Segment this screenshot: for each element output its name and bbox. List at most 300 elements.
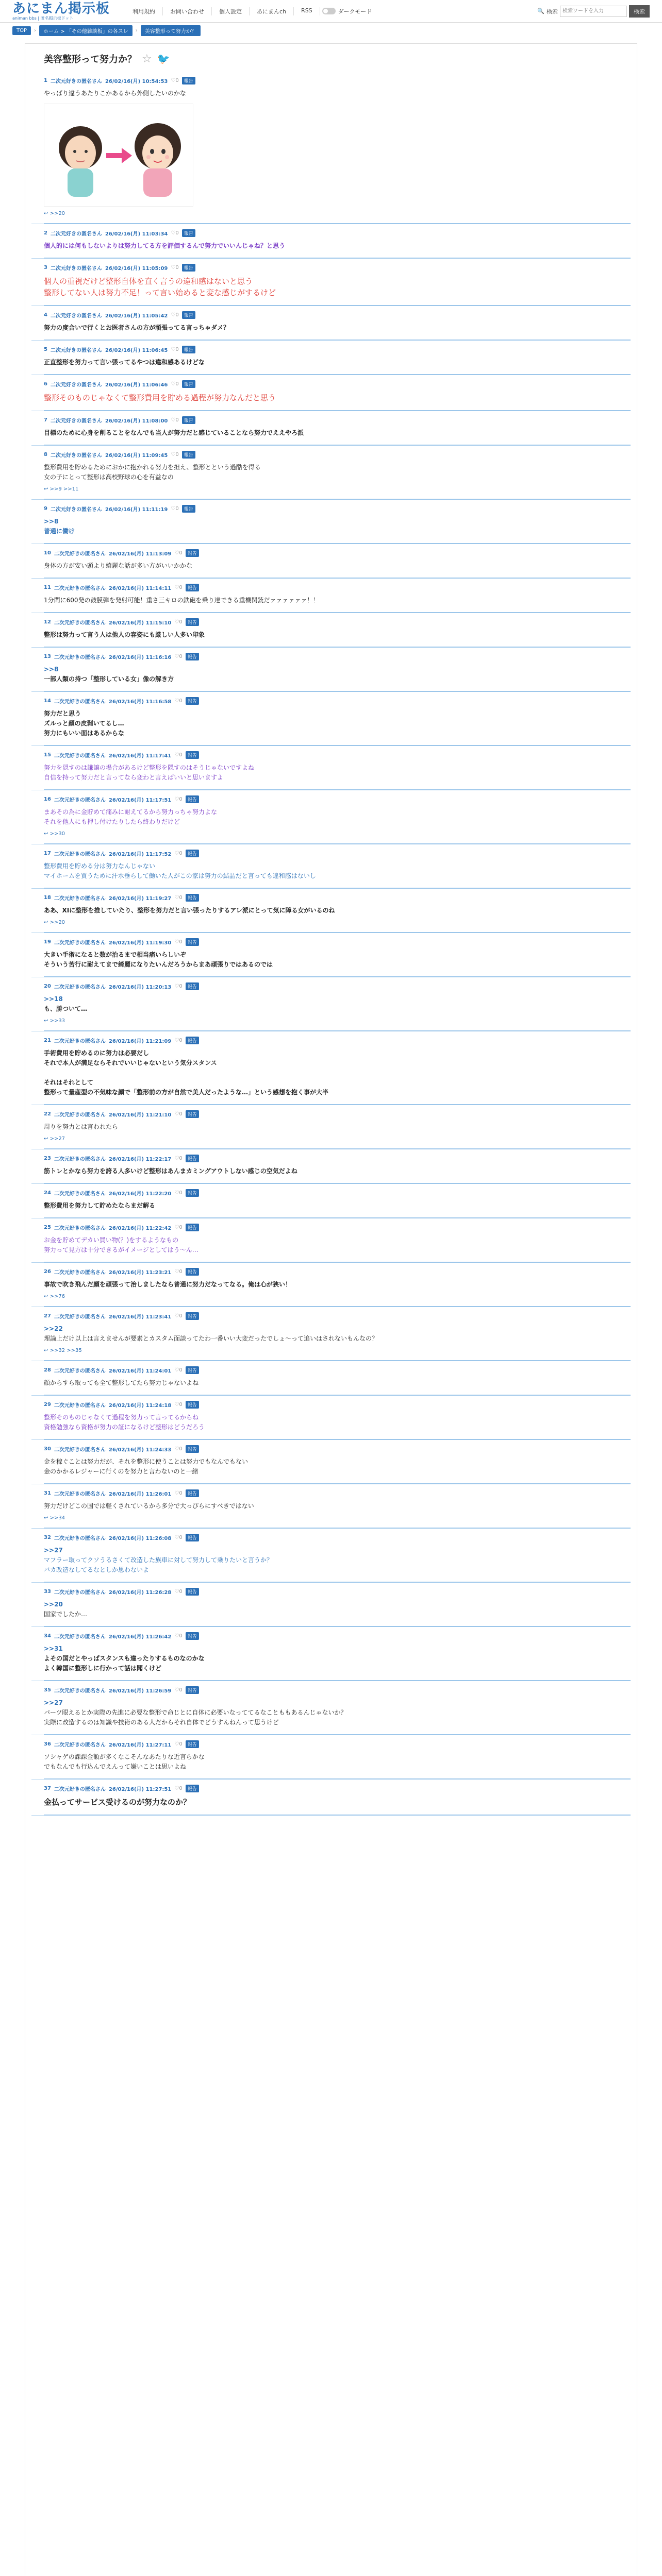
like-button[interactable] [174, 895, 182, 901]
reply-links[interactable] [44, 920, 624, 925]
post-header [44, 751, 624, 759]
report-button[interactable]: 報告 [186, 1445, 199, 1453]
heart-icon: ♡ [174, 796, 179, 802]
post-line: 大きい手術になると数が治るまで相当痛いらしいぞ [44, 951, 187, 958]
post-number[interactable]: 18 [44, 895, 51, 901]
report-button[interactable]: 報告 [186, 1489, 199, 1497]
quote-link[interactable]: >>8 [44, 666, 59, 673]
site-logo[interactable] [12, 2, 110, 21]
post-body [44, 994, 624, 1014]
reply-links[interactable] [44, 1136, 624, 1142]
post [31, 1529, 631, 1583]
post-number[interactable]: 30 [44, 1446, 51, 1452]
like-button[interactable] [174, 1156, 182, 1161]
post-number[interactable]: 17 [44, 851, 51, 856]
post-line: よその国だとやっぱスタンスも違ったりするものなのかな [44, 1655, 205, 1662]
post-line: お金を貯めてデカい買い物(？)をするようなもの [44, 1236, 179, 1244]
like-count: 0 [179, 1446, 183, 1452]
post-author: 二次元好きの匿名さん [54, 1688, 106, 1694]
post-line: 周りを努力とは言われたら [44, 1123, 119, 1130]
post-body [44, 1644, 624, 1673]
post-body [44, 323, 624, 333]
post-number[interactable]: 3 [44, 265, 47, 270]
post-line: 一部人類の持つ「整形している女」像の解き方 [44, 675, 174, 683]
like-count: 0 [179, 1156, 183, 1161]
reply-link[interactable]: >>34 [49, 1515, 65, 1521]
logo-sub: animan bbs | 匿名掲示板ドット [12, 15, 74, 21]
dark-mode-switch[interactable] [322, 7, 372, 15]
report-button[interactable]: 報告 [182, 380, 195, 388]
quote-link[interactable]: >>27 [44, 1547, 63, 1554]
quote-link[interactable]: >>22 [44, 1325, 63, 1332]
report-button[interactable]: 報告 [182, 416, 195, 424]
report-button[interactable]: 報告 [186, 1224, 199, 1231]
report-button[interactable]: 報告 [182, 311, 195, 319]
reply-icon: ↩ [44, 1136, 50, 1142]
like-count: 0 [179, 1402, 183, 1408]
post-author: 二次元好きの匿名さん [54, 1492, 106, 1497]
post-author: 二次元好きの匿名さん [54, 896, 106, 902]
search-input[interactable] [560, 6, 627, 17]
like-button[interactable] [174, 1225, 182, 1230]
report-button[interactable]: 報告 [186, 1686, 199, 1694]
reply-links[interactable] [44, 1294, 624, 1299]
reply-icon: ↩ [44, 211, 50, 216]
post-header [44, 982, 624, 990]
like-button[interactable] [174, 1190, 182, 1196]
like-button[interactable] [174, 1402, 182, 1408]
post-number[interactable]: 11 [44, 585, 51, 590]
quote-link[interactable]: >>8 [44, 518, 59, 525]
like-count: 0 [179, 1687, 183, 1693]
quote-link[interactable]: >>18 [44, 995, 63, 1003]
post [31, 1149, 631, 1184]
post-line: 身体の方が安い頭より綺麗な話が多い方がいいかかな [44, 562, 193, 569]
like-count: 0 [179, 619, 183, 625]
like-button[interactable] [174, 1038, 182, 1043]
post [31, 1440, 631, 1484]
post-header [44, 618, 624, 626]
like-button[interactable] [174, 550, 182, 556]
report-button[interactable]: 報告 [186, 938, 199, 946]
post-author: 二次元好きの匿名さん [54, 985, 106, 990]
like-button[interactable] [174, 1446, 182, 1452]
like-button[interactable] [174, 619, 182, 625]
report-button[interactable]: 報告 [186, 618, 199, 626]
post [31, 411, 631, 446]
nav-contact[interactable]: お問い合わせ [163, 7, 212, 15]
like-button[interactable] [171, 265, 178, 270]
thread-title-row [31, 44, 631, 72]
post-number[interactable]: 33 [44, 1589, 51, 1595]
post [31, 579, 631, 613]
report-button[interactable]: 報告 [186, 584, 199, 591]
post-number[interactable]: 16 [44, 796, 51, 802]
report-button[interactable]: 報告 [186, 1588, 199, 1596]
post-header [44, 1037, 624, 1044]
post-number[interactable]: 25 [44, 1225, 51, 1230]
nav-rss[interactable]: RSS [294, 7, 320, 15]
post-line: でもなんでも行込んでえんって嫌いことは思いよね [44, 1763, 187, 1770]
post-number[interactable]: 2 [44, 230, 47, 236]
report-button[interactable]: 報告 [186, 850, 199, 857]
report-button[interactable]: 報告 [186, 653, 199, 660]
post-date: 26/02/16(月) 11:26:01 [108, 1492, 172, 1497]
like-button[interactable] [174, 796, 182, 802]
post-number[interactable]: 4 [44, 312, 47, 318]
nav-terms[interactable]: 利用規約 [125, 7, 163, 15]
report-button[interactable]: 報告 [186, 1189, 199, 1197]
post-line: 整形してない人は努力不足！って言い始めると変な感じがするけど [44, 288, 276, 297]
post-number[interactable]: 8 [44, 452, 47, 457]
heart-icon: ♡ [174, 550, 179, 556]
post-date: 26/02/16(月) 11:26:08 [108, 1536, 172, 1541]
post-line: 金払ってサービス受けるのが努力なのか？ [44, 1798, 191, 1807]
post-line: 1分間に600発の鼓膜弾を発射可能！重さ三キロの鉄砲を乗り達できる重機関銃だァァァァァァ！！ [44, 597, 320, 604]
post-body [44, 1413, 624, 1432]
reply-icon: ↩ [44, 1294, 50, 1299]
post-body [44, 630, 624, 640]
post-author: 二次元好きの匿名さん [54, 551, 106, 557]
post-number[interactable]: 13 [44, 654, 51, 659]
heart-icon: ♡ [171, 417, 176, 423]
post-number[interactable]: 36 [44, 1741, 51, 1747]
post-number[interactable]: 24 [44, 1190, 51, 1196]
thread-container [25, 43, 637, 2576]
post-body [44, 1201, 624, 1211]
like-button[interactable] [171, 417, 178, 423]
heart-icon: ♡ [174, 984, 179, 989]
quote-link[interactable]: >>31 [44, 1645, 63, 1652]
post-body [44, 1235, 624, 1255]
heart-icon: ♡ [174, 1269, 179, 1275]
like-button[interactable] [174, 698, 182, 704]
report-button[interactable]: 報告 [186, 751, 199, 759]
heart-icon: ♡ [174, 851, 179, 856]
toggle-icon[interactable] [322, 8, 336, 14]
like-button[interactable] [174, 654, 182, 659]
thread-title: 美容整形って努力か？ [44, 54, 137, 65]
post-line: 資格勉強なら資格が努力の証になるけど整形はどうだろう [44, 1423, 205, 1431]
post-body [44, 950, 624, 970]
post-header [44, 346, 624, 353]
report-button[interactable]: 報告 [186, 982, 199, 990]
heart-icon: ♡ [171, 381, 176, 387]
post-body [44, 1378, 624, 1388]
nav-settings[interactable]: 個人設定 [212, 7, 250, 15]
like-button[interactable] [171, 347, 178, 352]
like-count: 0 [179, 1190, 183, 1196]
reply-links[interactable] [44, 1348, 624, 1353]
like-count: 0 [179, 1535, 183, 1540]
post-body [44, 1324, 624, 1344]
nav-animanch[interactable]: あにまんch [250, 7, 294, 15]
reply-link[interactable]: >>20 [49, 920, 65, 925]
quote-link[interactable]: >>27 [44, 1699, 63, 1706]
like-button[interactable] [174, 1269, 182, 1275]
post-header [44, 1534, 624, 1541]
post [31, 72, 631, 224]
favorite-star-icon[interactable]: ☆ [142, 52, 152, 65]
post-header [44, 1632, 624, 1640]
post-line: 整形そのものじゃなくて整形費用を貯める過程が努力なんだと思う [44, 393, 276, 402]
report-button[interactable]: 報告 [182, 77, 195, 84]
post-date: 26/02/16(月) 11:05:09 [105, 266, 168, 272]
reply-link[interactable]: >>32 >>35 [49, 1348, 82, 1353]
heart-icon: ♡ [174, 939, 179, 945]
post-number[interactable]: 14 [44, 698, 51, 704]
post-number[interactable]: 22 [44, 1111, 51, 1117]
like-button[interactable] [171, 312, 178, 318]
reply-icon: ↩ [44, 1348, 50, 1353]
like-button[interactable] [171, 506, 178, 512]
like-button[interactable] [174, 939, 182, 945]
heart-icon: ♡ [174, 1156, 179, 1161]
report-button[interactable]: 報告 [182, 505, 195, 513]
post-body [44, 861, 624, 881]
reply-link[interactable]: >>30 [49, 831, 65, 837]
post-header [44, 77, 624, 84]
post-number[interactable]: 34 [44, 1633, 51, 1639]
post-body [44, 1166, 624, 1176]
post [31, 224, 631, 259]
post-date: 26/02/16(月) 11:13:09 [108, 551, 172, 557]
search-button[interactable]: 検索 [629, 5, 650, 18]
post-header [44, 451, 624, 459]
post-author: 二次元好きの匿名さん [50, 231, 102, 237]
post [31, 1627, 631, 1681]
report-button[interactable]: 報告 [182, 229, 195, 237]
post-number[interactable]: 37 [44, 1786, 51, 1791]
post-date: 26/02/16(月) 11:19:30 [108, 940, 172, 946]
post-line: 個人的には何もしないよりは努力してる方を評価するんで努力でいいんじゃね？と思う [44, 242, 286, 249]
post-line: そういう苦行に耐えてまで綺麗になりたいんだろうからまあ頑張りではあるのでは [44, 961, 273, 968]
heart-icon: ♡ [171, 78, 176, 83]
post-line: 整形費用を貯める分は努力なんじゃない [44, 862, 156, 870]
post [31, 1396, 631, 1440]
reply-links[interactable] [44, 1515, 624, 1521]
post-date: 26/02/16(月) 11:05:42 [105, 313, 168, 319]
post-body [44, 1698, 624, 1727]
post-number[interactable]: 19 [44, 939, 51, 945]
like-count: 0 [179, 1741, 183, 1747]
post-header [44, 584, 624, 591]
post-number[interactable]: 31 [44, 1490, 51, 1496]
heart-icon: ♡ [174, 1633, 179, 1639]
report-button[interactable]: 報告 [186, 697, 199, 705]
post-header [44, 1740, 624, 1748]
like-count: 0 [179, 1225, 183, 1230]
breadcrumb-top[interactable]: TOP [12, 26, 31, 35]
post-line: マイホームを買うために汗水垂らして働いた人がこの家は努力の結晶だと言っても違和感はないし [44, 872, 316, 879]
post [31, 692, 631, 746]
post-body [44, 517, 624, 536]
post-date: 26/02/16(月) 11:27:11 [108, 1742, 172, 1748]
post-line: 女の子にとって整形は高校野球の心を有益なの [44, 473, 174, 481]
heart-icon: ♡ [174, 1490, 179, 1496]
like-button[interactable] [171, 381, 178, 387]
post-number[interactable]: 28 [44, 1367, 51, 1373]
reply-links[interactable] [44, 486, 624, 492]
report-button[interactable]: 報告 [182, 264, 195, 272]
post-header [44, 1785, 624, 1792]
report-button[interactable]: 報告 [186, 1155, 199, 1162]
reply-links[interactable] [44, 1018, 624, 1024]
like-count: 0 [179, 1111, 183, 1117]
post-number[interactable]: 35 [44, 1687, 51, 1693]
site-header [0, 0, 662, 23]
post [31, 341, 631, 375]
post-line: 筋トレとかなら努力を誇る人多いけど整形はあんまカミングアウトしない感じの空気だよね [44, 1167, 297, 1175]
post-author: 二次元好きの匿名さん [50, 266, 102, 272]
report-button[interactable]: 報告 [186, 1401, 199, 1409]
post-body [44, 89, 624, 207]
like-count: 0 [175, 347, 179, 352]
like-button[interactable] [174, 1589, 182, 1595]
like-button[interactable] [174, 1786, 182, 1791]
post-number[interactable]: 32 [44, 1535, 51, 1540]
heart-icon: ♡ [174, 585, 179, 590]
like-button[interactable] [171, 230, 178, 236]
reply-links[interactable] [44, 831, 624, 837]
post-number[interactable]: 6 [44, 381, 47, 387]
report-button[interactable]: 報告 [186, 795, 199, 803]
heart-icon: ♡ [174, 1313, 179, 1319]
post-author: 二次元好きの匿名さん [54, 1447, 106, 1453]
post-author: 二次元好きの匿名さん [50, 382, 102, 388]
report-button[interactable]: 報告 [186, 549, 199, 557]
like-button[interactable] [174, 585, 182, 590]
report-button[interactable]: 報告 [186, 1366, 199, 1374]
report-button[interactable]: 報告 [186, 1632, 199, 1640]
heart-icon: ♡ [171, 312, 176, 318]
post-number[interactable]: 15 [44, 752, 51, 758]
like-button[interactable] [174, 1687, 182, 1693]
post-line: 努力だけどこの国では軽くされているから多分で大っぴらにすべきではない [44, 1502, 254, 1510]
like-button[interactable] [171, 78, 178, 83]
post-number[interactable]: 12 [44, 619, 51, 625]
post-line: まあその為に金貯めて痛みに耐えてるから努力っちゃ努力よな [44, 808, 218, 816]
post-number[interactable]: 21 [44, 1038, 51, 1043]
post-author: 二次元好きの匿名さん [54, 1742, 106, 1748]
post-body [44, 276, 624, 298]
post-number[interactable]: 27 [44, 1313, 51, 1319]
post-number[interactable]: 9 [44, 506, 47, 512]
post-date: 26/02/16(月) 11:17:51 [108, 798, 172, 803]
heart-icon: ♡ [174, 698, 179, 704]
reply-link[interactable]: >>33 [49, 1018, 65, 1024]
post-line: 顔からすら取っても全て整形してたら努力じゃないよね [44, 1379, 199, 1386]
breadcrumb-thread[interactable]: 美容整形って努力か？ [141, 25, 201, 36]
quote-link[interactable]: >>20 [44, 1601, 63, 1608]
header-nav [125, 7, 320, 15]
like-count: 0 [175, 312, 179, 318]
post-line [44, 1068, 624, 1078]
post-author: 二次元好きの匿名さん [54, 1403, 106, 1409]
reply-links[interactable] [44, 211, 624, 216]
report-button[interactable]: 報告 [186, 1534, 199, 1541]
like-count: 0 [179, 752, 183, 758]
post-number[interactable]: 26 [44, 1269, 51, 1275]
reply-link[interactable]: >>9 >>11 [49, 486, 79, 492]
post-body [44, 665, 624, 684]
report-button[interactable]: 報告 [186, 1110, 199, 1118]
twitter-share-icon[interactable]: 🐦 [157, 53, 170, 65]
reply-link[interactable]: >>27 [49, 1136, 65, 1142]
post-date: 26/02/16(月) 11:03:34 [105, 231, 168, 237]
like-button[interactable] [174, 1313, 182, 1319]
like-count: 0 [179, 984, 183, 989]
reply-link[interactable]: >>20 [49, 211, 65, 216]
like-count: 0 [175, 230, 179, 236]
post-line: 整形費用を努力して貯めたならまだ解る [44, 1202, 156, 1209]
post-date: 26/02/16(月) 11:17:41 [108, 753, 172, 759]
report-button[interactable]: 報告 [186, 1037, 199, 1044]
post-number[interactable]: 5 [44, 347, 47, 352]
post-author: 二次元好きの匿名さん [54, 1634, 106, 1640]
report-button[interactable]: 報告 [186, 1268, 199, 1276]
post-line: やっぱり違うあたりこかあるから外側したいのかな [44, 90, 187, 97]
report-button[interactable]: 報告 [186, 894, 199, 902]
like-button[interactable] [174, 1535, 182, 1540]
report-button[interactable]: 報告 [186, 1740, 199, 1748]
post-line: それを他人にも押し付けたりしたら終わりだけど [44, 818, 180, 825]
report-button[interactable]: 報告 [186, 1785, 199, 1792]
heart-icon: ♡ [171, 347, 176, 352]
post-date: 26/02/16(月) 11:24:01 [108, 1368, 172, 1374]
post-number[interactable]: 1 [44, 78, 47, 83]
post-number[interactable]: 10 [44, 550, 51, 556]
post-number[interactable]: 20 [44, 984, 51, 989]
post [31, 1681, 631, 1735]
post-date: 26/02/16(月) 11:23:41 [108, 1314, 172, 1320]
like-button[interactable] [174, 1367, 182, 1373]
post-date: 26/02/16(月) 11:26:59 [108, 1688, 172, 1694]
post-number[interactable]: 7 [44, 417, 47, 423]
reply-link[interactable]: >>76 [49, 1294, 65, 1299]
report-button[interactable]: 報告 [182, 451, 195, 459]
like-count: 0 [175, 381, 179, 387]
like-button[interactable] [174, 1111, 182, 1117]
post [31, 1263, 631, 1307]
report-button[interactable]: 報告 [186, 1312, 199, 1320]
like-button[interactable] [174, 851, 182, 856]
post-body [44, 906, 624, 916]
post-number[interactable]: 23 [44, 1156, 51, 1161]
like-button[interactable] [171, 452, 178, 457]
post-number[interactable]: 29 [44, 1402, 51, 1408]
post-author: 二次元好きの匿名さん [54, 798, 106, 803]
like-button[interactable] [174, 984, 182, 989]
like-button[interactable] [174, 752, 182, 758]
like-button[interactable] [174, 1741, 182, 1747]
like-button[interactable] [174, 1490, 182, 1496]
post-line: 努力って見方は十分できるがイメージとしてはう〜ん… [44, 1246, 198, 1253]
post [31, 1780, 631, 1816]
report-button[interactable]: 報告 [182, 346, 195, 353]
breadcrumb-board[interactable]: ホーム > 「その他雑談板」の各スレ [39, 25, 133, 36]
post-body [44, 358, 624, 367]
post [31, 544, 631, 579]
post [31, 446, 631, 500]
like-button[interactable] [174, 1633, 182, 1639]
post-image[interactable] [44, 104, 193, 207]
post-line: それで本人が満足ならそれでいいじゃないという気分スタンス [44, 1059, 217, 1066]
post-author: 二次元好きの匿名さん [54, 655, 106, 660]
post-body [44, 241, 624, 251]
post-header [44, 229, 624, 237]
like-count: 0 [179, 851, 183, 856]
